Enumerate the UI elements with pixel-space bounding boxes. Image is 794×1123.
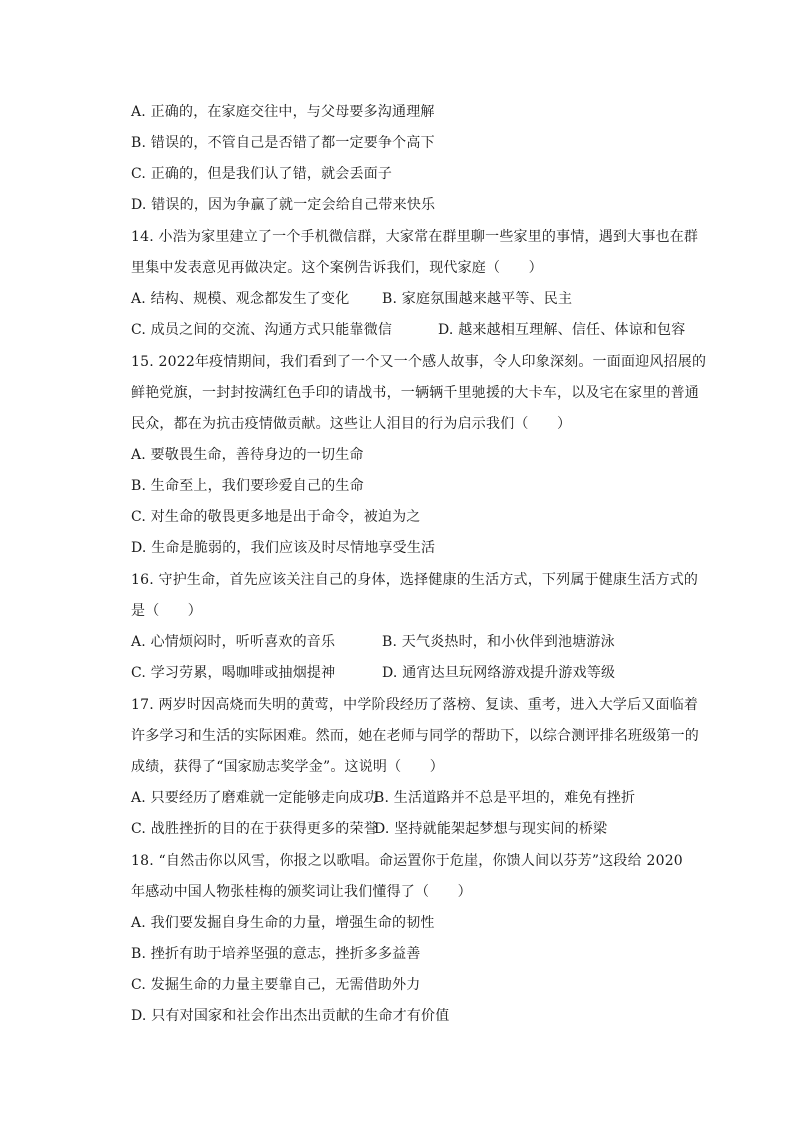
q17-option-d: D. 坚持就能架起梦想与现实间的桥梁 [374, 821, 608, 837]
q16-options-row1 [131, 632, 615, 652]
q16-option-d: D. 通宵达旦玩网络游戏提升游戏等级 [382, 665, 616, 681]
q14-option-c: C. 成员之间的交流、沟通方式只能靠微信 [131, 322, 393, 338]
q17-options-row1 [131, 788, 636, 808]
q18-option-a: A. 我们要发掘自身生命的力量，增强生命的韧性 [131, 915, 435, 931]
q16-option-a: A. 心情烦闷时，听听喜欢的音乐 [131, 634, 336, 650]
q17-stem-line1: 17. 两岁时因高烧而失明的黄莺，中学阶段经历了落榜、复读、重考，进入大学后又面临着 [131, 697, 699, 713]
q14-option-d: D. 越来越相互理解、信任、体谅和包容 [438, 322, 686, 338]
q14-option-b: B. 家庭氛围越来越平等、民主 [382, 291, 573, 307]
q14-option-a: A. 结构、规模、观念都发生了变化 [131, 291, 350, 307]
q15-stem-line2: 鲜艳党旗，一封封按满红色手印的请战书，一辆辆千里驰援的大卡车，以及宅在家里的普通 [131, 385, 699, 401]
q18-option-d: D. 只有对国家和社会作出杰出贡献的生命才有价值 [131, 1008, 450, 1024]
q16-options-row2 [131, 663, 616, 683]
q14-options-row1 [131, 289, 573, 309]
q17-option-b: B. 生活道路并不总是平坦的，难免有挫折 [374, 790, 636, 806]
q15-option-c: C. 对生命的敬畏更多地是出于命令，被迫为之 [131, 509, 421, 525]
q15-option-a: A. 要敬畏生命，善待身边的一切生命 [131, 447, 364, 463]
q16-stem-line1: 16. 守护生命，首先应该关注自己的身体，选择健康的生活方式，下列属于健康生活方式的 [131, 572, 699, 588]
q16-stem-line2: 是（ ） [131, 603, 202, 619]
q15-stem-line1: 15. 2022年疫情期间，我们看到了一个又一个感人故事，令人印象深刻。一面面迎风招展的 [131, 354, 707, 370]
q14-stem-line1: 14. 小浩为家里建立了一个手机微信群，大家常在群里聊一些家里的事情，遇到大事也在群 [131, 229, 699, 245]
q17-option-a: A. 只要经历了磨难就一定能够走向成功 [131, 790, 378, 806]
q16-option-c: C. 学习劳累，喝咖啡或抽烟提神 [131, 665, 336, 681]
q14-stem-line2: 里集中发表意见再做决定。这个案例告诉我们，现代家庭（ ） [131, 260, 543, 276]
q18-option-b: B. 挫折有助于培养坚强的意志，挫折多多益善 [131, 946, 421, 962]
q14-options-row2 [131, 320, 686, 340]
q15-option-b: B. 生命至上，我们要珍爱自己的生命 [131, 478, 364, 494]
q13-option-c: C. 正确的，但是我们认了错，就会丢面子 [131, 166, 393, 182]
q18-option-c: C. 发掘生命的力量主要靠自己，无需借助外力 [131, 977, 421, 993]
q15-option-d: D. 生命是脆弱的，我们应该及时尽情地享受生活 [131, 540, 436, 556]
q16-option-b: B. 天气炎热时，和小伙伴到池塘游泳 [382, 634, 615, 650]
q15-stem-line3: 民众，都在为抗击疫情做贡献。这些让人泪目的行为启示我们（ ） [131, 416, 572, 432]
q18-stem-line1: 18. “自然击你以风雪，你报之以歌唱。命运置你于危崖，你馈人间以芬芳”这段给 2020 [131, 853, 683, 869]
q17-options-row2 [131, 819, 608, 839]
q17-option-c: C. 战胜挫折的目的在于获得更多的荣誉 [131, 821, 378, 837]
q17-stem-line2: 许多学习和生活的实际困难。然而，她在老师与同学的帮助下，以综合测评排名班级第一的 [131, 728, 699, 744]
q17-stem-line3: 成绩，获得了“国家励志奖学金”。这说明（ ） [131, 759, 444, 775]
q13-option-d: D. 错误的，因为争赢了就一定会给自己带来快乐 [131, 197, 436, 213]
q18-stem-line2: 年感动中国人物张桂梅的颁奖词让我们懂得了（ ） [131, 884, 472, 900]
q13-option-a: A. 正确的，在家庭交往中，与父母要多沟通理解 [131, 104, 435, 120]
q13-option-b: B. 错误的，不管自己是否错了都一定要争个高下 [131, 135, 435, 151]
